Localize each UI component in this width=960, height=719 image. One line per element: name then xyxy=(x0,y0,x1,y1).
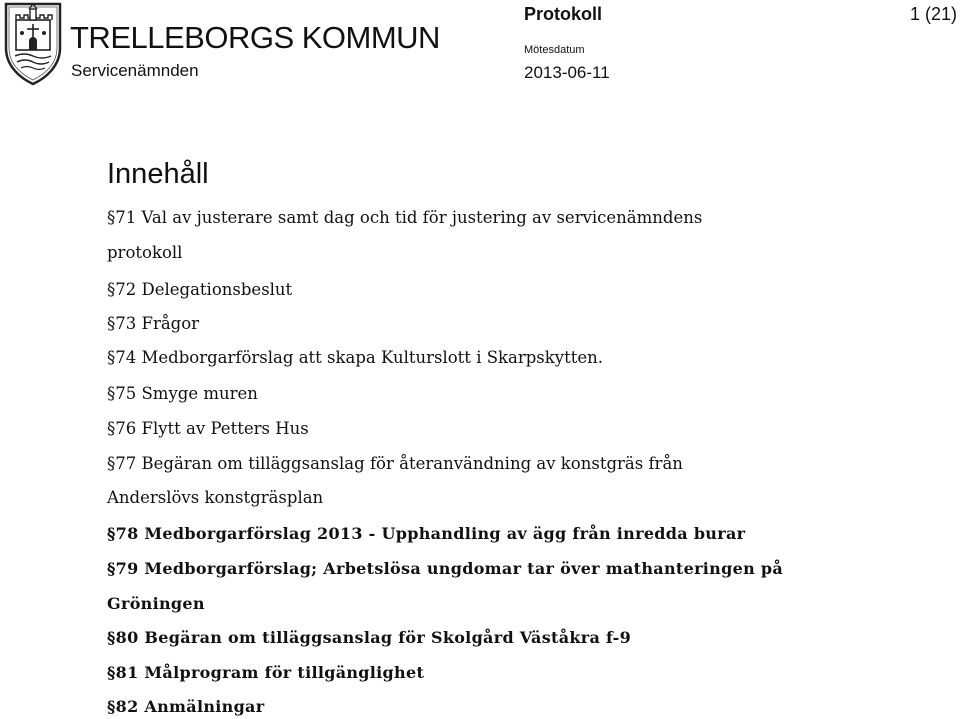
toc-entry-77: §77 Begäran om tilläggsanslag för återanvändning av konstgräs från xyxy=(107,454,683,473)
toc-heading: Innehåll xyxy=(107,158,209,190)
toc-entry-80: §80 Begäran om tilläggsanslag för Skolgård Väståkra f-9 xyxy=(107,628,632,647)
toc-entry-82: §82 Anmälningar xyxy=(107,697,265,716)
toc-entry-71-continued: protokoll xyxy=(107,243,183,262)
toc-entry-79: §79 Medborgarförslag; Arbetslösa ungdomar tar över mathanteringen på xyxy=(107,559,784,578)
municipality-crest-icon xyxy=(2,0,64,86)
toc-entry-79-continued: Gröningen xyxy=(107,594,205,613)
document-type: Protokoll xyxy=(524,4,603,24)
toc-entry-76: §76 Flytt av Petters Hus xyxy=(107,419,309,438)
department-name: Servicenämnden xyxy=(71,61,199,80)
toc-entry-72: §72 Delegationsbeslut xyxy=(107,280,293,299)
organization-name: TRELLEBORGS KOMMUN xyxy=(70,20,440,55)
toc-entry-81: §81 Målprogram för tillgänglighet xyxy=(107,663,425,682)
toc-entry-73: §73 Frågor xyxy=(107,314,200,333)
meeting-date-label: Mötesdatum xyxy=(524,44,585,56)
toc-entry-75: §75 Smyge muren xyxy=(107,384,258,403)
toc-entry-77-continued: Anderslövs konstgräsplan xyxy=(107,488,324,507)
toc-entry-71: §71 Val av justerare samt dag och tid för justering av servicenämndens xyxy=(107,208,703,227)
page-number: 1 (21) xyxy=(909,4,957,24)
toc-entry-78: §78 Medborgarförslag 2013 - Upphandling av ägg från inredda burar xyxy=(107,524,746,543)
meeting-date: 2013-06-11 xyxy=(524,63,610,82)
toc-entry-74: §74 Medborgarförslag att skapa Kulturslott i Skarpskytten. xyxy=(107,348,603,367)
